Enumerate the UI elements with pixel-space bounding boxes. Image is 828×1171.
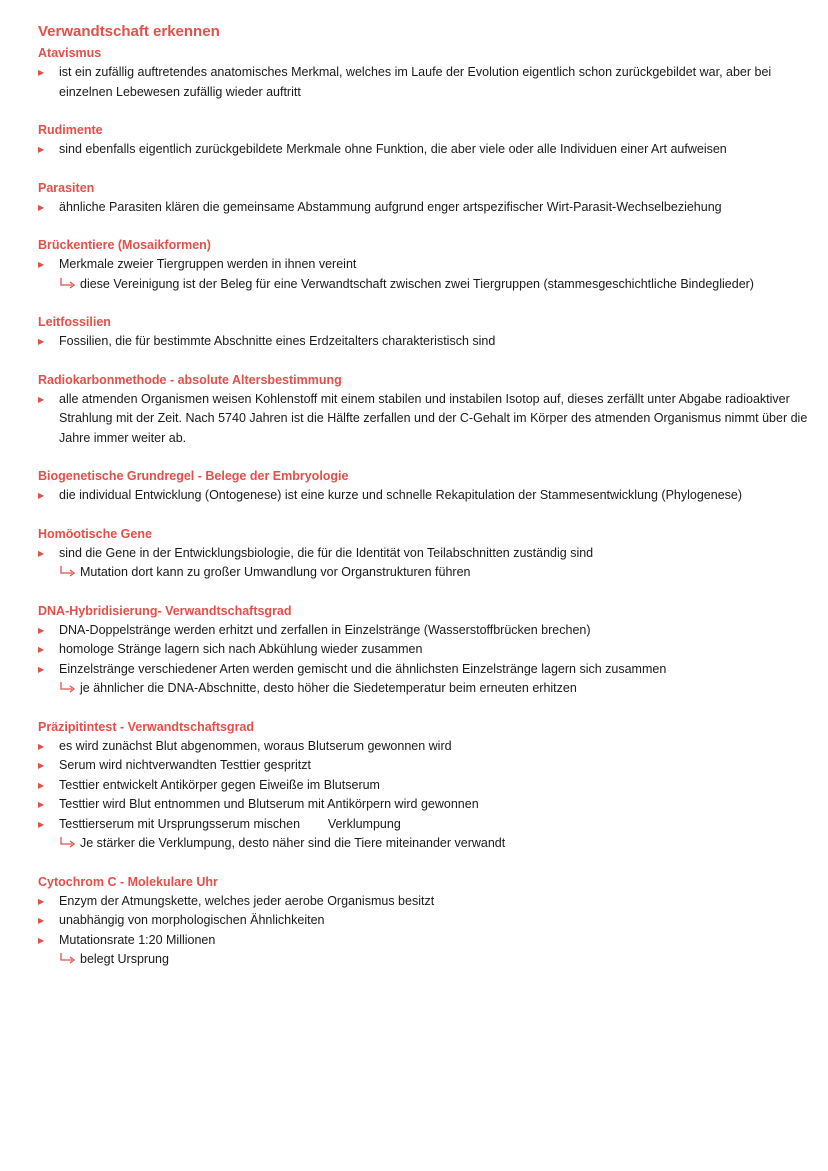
section xyxy=(38,467,808,506)
bullet-triangle-icon: ▶ xyxy=(38,548,45,558)
bullet-triangle-icon: ▶ xyxy=(38,896,45,906)
item-text: Merkmale zweier Tiergruppen werden in ihnen vereint xyxy=(59,257,357,271)
bullet-point xyxy=(38,756,808,776)
bullet-triangle-icon: ▶ xyxy=(38,337,45,346)
bullet-triangle-icon: ▶ xyxy=(38,819,45,829)
section xyxy=(38,179,808,218)
bullet-triangle-icon: ▶ xyxy=(38,394,45,404)
item-text: Testtier wird Blut entnommen und Blutserum mit Antikörpern wird gewonnen xyxy=(59,797,479,811)
item-text: alle atmenden Organismen weisen Kohlenstoff mit einem stabilen und instabilen Isotop auf, dieses zerfällt unter Abgabe radioaktiver Strahlung mit der Zeit. Nach 5740 Jahren ist die Hälfte zerfallen und der C-Gehalt im Körper des atmenden Organismus nimmt über die Jahre immer weiter ab. xyxy=(59,391,811,445)
item-text: Enzym der Atmungskette, welches jeder aerobe Organismus besitzt xyxy=(59,893,435,908)
section xyxy=(38,718,808,854)
bullet-triangle-icon: ▶ xyxy=(38,202,45,212)
item-text: Einzelstränge verschiedener Arten werden gemischt und die ähnlichsten Einzelstränge lagern sich zusammen xyxy=(59,661,667,676)
bullet-point xyxy=(38,332,808,352)
bullet-point xyxy=(38,660,808,680)
section xyxy=(38,873,808,970)
return-arrow-icon xyxy=(58,564,78,578)
bullet-triangle-icon: ▶ xyxy=(38,780,45,790)
sub-point xyxy=(38,834,808,854)
bullet-point xyxy=(38,911,808,931)
section xyxy=(38,602,808,699)
section-heading: Parasiten xyxy=(38,180,95,195)
section xyxy=(38,121,808,160)
item-text: Testtierserum mit Ursprungsserum mischen Verklumpung xyxy=(59,816,401,831)
section-heading: Atavismus xyxy=(38,46,102,60)
item-text: belegt Ursprung xyxy=(80,952,169,966)
bullet-triangle-icon: ▶ xyxy=(38,935,45,945)
item-text: Fossilien, die für bestimmte Abschnitte eines Erdzeitalters charakteristisch sind xyxy=(59,334,496,348)
bullet-triangle-icon: ▶ xyxy=(38,260,45,269)
section-heading: Radiokarbonmethode - absolute Altersbestimmung xyxy=(38,372,342,387)
section xyxy=(38,525,808,583)
bullet-point xyxy=(38,621,808,641)
section-heading: Biogenetische Grundregel - Belege der Embryologie xyxy=(38,469,349,483)
item-text: ähnliche Parasiten klären die gemeinsame Abstammung aufgrund enger artspezifischer Wirt-Parasit-Wechselbeziehung xyxy=(59,199,722,214)
bullet-triangle-icon: ▶ xyxy=(38,916,45,925)
item-text: sind die Gene in der Entwicklungsbiologie, die für die Identität von Teilabschnitten zuständig sind xyxy=(59,545,594,560)
item-text: Je stärker die Verklumpung, desto näher sind die Tiere miteinander verwandt xyxy=(80,836,506,850)
bullet-point xyxy=(38,140,808,160)
bullet-point xyxy=(38,63,808,102)
item-text: diese Vereinigung ist der Beleg für eine Verwandtschaft zwischen zwei Tiergruppen (stammesgeschichtliche Bindeglieder) xyxy=(80,276,754,291)
section-heading: Leitfossilien xyxy=(38,315,111,329)
section xyxy=(38,236,808,294)
item-text: die individual Entwicklung (Ontogenese) ist eine kurze und schnelle Rekapitulation der Stammesentwicklung (Phylogenese) xyxy=(59,488,743,502)
bullet-triangle-icon: ▶ xyxy=(38,664,45,674)
sub-point xyxy=(38,275,808,295)
bullet-point xyxy=(38,640,808,660)
bullet-triangle-icon: ▶ xyxy=(38,761,45,770)
section xyxy=(38,313,808,352)
bullet-point xyxy=(38,931,808,951)
section xyxy=(38,44,808,102)
section-heading: Rudimente xyxy=(38,123,103,137)
sub-point xyxy=(38,679,808,699)
bullet-triangle-icon: ▶ xyxy=(38,491,45,500)
item-text: es wird zunächst Blut abgenommen, woraus Blutserum gewonnen wird xyxy=(59,738,452,753)
return-arrow-icon xyxy=(58,276,78,290)
document-page xyxy=(38,22,811,970)
bullet-point xyxy=(38,795,808,815)
item-text: Serum wird nichtverwandten Testtier gespritzt xyxy=(59,758,311,772)
item-text: Mutationsrate 1:20 Millionen xyxy=(59,932,216,947)
section-heading: Homöotische Gene xyxy=(38,526,152,541)
bullet-point xyxy=(38,198,808,218)
bullet-point xyxy=(38,737,808,757)
bullet-triangle-icon: ▶ xyxy=(38,800,45,809)
section-heading: Brückentiere (Mosaikformen) xyxy=(38,238,211,252)
page-title: Verwandtschaft erkennen xyxy=(38,23,220,40)
section xyxy=(38,371,811,449)
section-heading: Cytochrom C - Molekulare Uhr xyxy=(38,874,218,889)
sections-container xyxy=(38,44,811,970)
bullet-triangle-icon: ▶ xyxy=(38,625,45,635)
sub-point xyxy=(38,950,808,970)
return-arrow-icon xyxy=(58,680,78,694)
item-text: homologe Stränge lagern sich nach Abkühlung wieder zusammen xyxy=(59,642,423,656)
item-text: Mutation dort kann zu großer Umwandlung vor Organstrukturen führen xyxy=(80,565,471,579)
item-text: je ähnlicher die DNA-Abschnitte, desto höher die Siedetemperatur beim erneuten erhitzen xyxy=(80,681,577,695)
bullet-triangle-icon: ▶ xyxy=(38,145,45,154)
item-text: Testtier entwickelt Antikörper gegen Eiweiße im Blutserum xyxy=(59,777,380,792)
item-text: DNA-Doppelstränge werden erhitzt und zerfallen in Einzelstränge (Wasserstoffbrücken brechen) xyxy=(59,622,591,637)
return-arrow-icon xyxy=(58,835,78,849)
bullet-point xyxy=(38,776,808,796)
section-heading: Präzipitintest - Verwandtschaftsgrad xyxy=(38,719,255,734)
bullet-triangle-icon: ▶ xyxy=(38,741,45,751)
return-arrow-icon xyxy=(58,951,78,965)
section-heading: DNA-Hybridisierung- Verwandtschaftsgrad xyxy=(38,603,292,618)
sub-point xyxy=(38,563,808,583)
bullet-point xyxy=(38,255,808,275)
item-text: unabhängig von morphologischen Ähnlichkeiten xyxy=(59,913,325,927)
bullet-point xyxy=(38,390,811,449)
bullet-triangle-icon: ▶ xyxy=(38,68,45,77)
bullet-point xyxy=(38,892,808,912)
bullet-point xyxy=(38,544,808,564)
bullet-point xyxy=(38,815,808,835)
item-text: sind ebenfalls eigentlich zurückgebildete Merkmale ohne Funktion, die aber viele oder alle Individuen einer Art aufweisen xyxy=(59,142,727,156)
item-text: ist ein zufällig auftretendes anatomisches Merkmal, welches im Laufe der Evolution eigentlich schon zurückgebildet war, aber bei einzelnen Lebewesen zufällig wieder auftritt xyxy=(59,65,775,99)
bullet-triangle-icon: ▶ xyxy=(38,645,45,654)
bullet-point xyxy=(38,486,808,506)
